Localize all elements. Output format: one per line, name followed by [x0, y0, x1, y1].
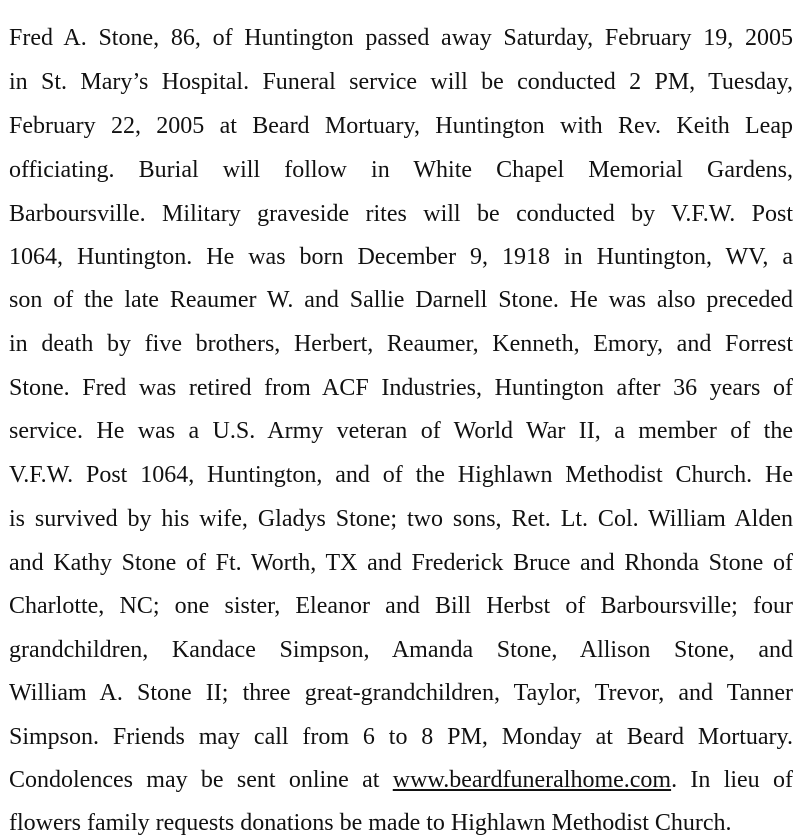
- obituary-line-7: son of the late Reaumer W. and Sallie Darnell Stone. He was also preceded: [9, 287, 793, 313]
- obituary-line-15: grandchildren, Kandace Simpson, Amanda Stone, Allison Stone, and: [9, 637, 793, 663]
- obituary-line-6: 1064, Huntington. He was born December 9, 1918 in Huntington, WV, a: [9, 244, 793, 270]
- obituary-line-5: Barboursville. Military graveside rites will be conducted by V.F.W. Post: [9, 201, 793, 227]
- obituary-line-9: Stone. Fred was retired from ACF Industries, Huntington after 36 years of: [9, 375, 793, 401]
- condolences-text: Condolences may be sent online at: [9, 767, 393, 793]
- obituary-line-8: in death by five brothers, Herbert, Reaumer, Kenneth, Emory, and Forrest: [9, 331, 793, 357]
- obituary-line-3: February 22, 2005 at Beard Mortuary, Huntington with Rev. Keith Leap: [9, 113, 793, 139]
- obituary-line-4: officiating. Burial will follow in White Chapel Memorial Gardens,: [9, 157, 793, 183]
- obituary-line-11: V.F.W. Post 1064, Huntington, and of the Highlawn Methodist Church. He: [9, 462, 793, 488]
- obituary-line-2: in St. Mary’s Hospital. Funeral service will be conducted 2 PM, Tuesday,: [9, 69, 793, 95]
- obituary-line-17: Simpson. Friends may call from 6 to 8 PM, Monday at Beard Mortuary.: [9, 724, 793, 750]
- obituary-line-16: William A. Stone II; three great-grandchildren, Taylor, Trevor, and Tanner: [9, 680, 793, 706]
- obituary-line-13: and Kathy Stone of Ft. Worth, TX and Frederick Bruce and Rhonda Stone of: [9, 550, 793, 576]
- obituary-line-14: Charlotte, NC; one sister, Eleanor and Bill Herbst of Barboursville; four: [9, 593, 793, 619]
- obituary-line-10: service. He was a U.S. Army veteran of World War II, a member of the: [9, 418, 793, 444]
- obituary-line-12: is survived by his wife, Gladys Stone; two sons, Ret. Lt. Col. William Alden: [9, 506, 793, 532]
- obituary-line-19: flowers family requests donations be made to Highlawn Methodist Church.: [9, 810, 732, 836]
- obituary-line-18: [9, 765, 793, 795]
- funeral-home-website-link[interactable]: www.beardfuneralhome.com: [392, 767, 672, 793]
- obituary-line-1: Fred A. Stone, 86, of Huntington passed away Saturday, February 19, 2005: [9, 25, 793, 51]
- in-lieu-text: . In lieu of: [671, 767, 793, 793]
